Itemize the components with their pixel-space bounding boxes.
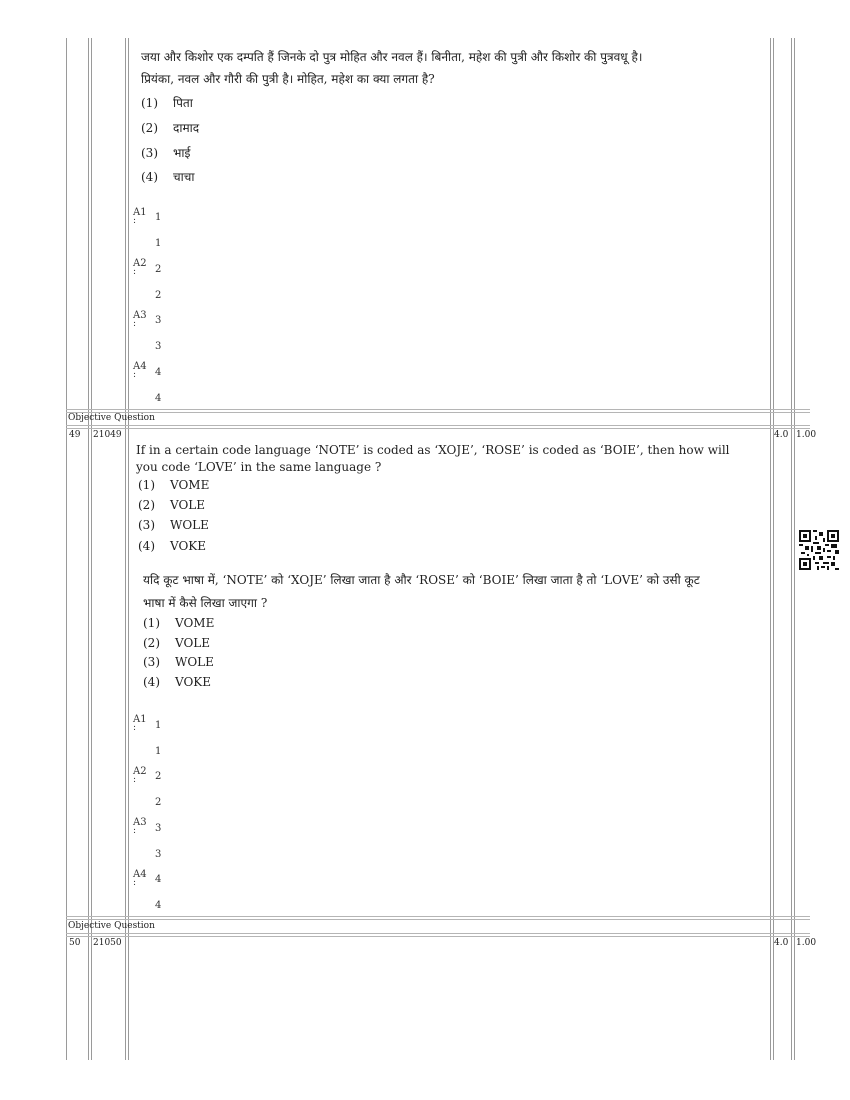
option-3: (3) WOLE	[143, 655, 214, 669]
option-4: (4) VOKE	[138, 539, 207, 553]
question-stem-line: If in a certain code language ‘NOTE’ is coded as ‘XOJE’, ‘ROSE’ is coded as ‘BOIE’, then how will	[136, 443, 730, 457]
option-4: (4) चाचा	[141, 170, 195, 184]
option-2: (2) VOLE	[138, 498, 206, 512]
answer-value: 2	[155, 264, 162, 275]
answer-value: 3	[155, 315, 162, 326]
question-stem-line-hindi: भाषा में कैसे लिखा जाएगा ?	[143, 596, 268, 610]
option-2: (2) दामाद	[141, 121, 200, 135]
answer-value: 2	[155, 771, 162, 782]
answer-subvalue: 4	[155, 393, 162, 404]
answer-subvalue: 3	[155, 341, 162, 352]
section-label: Objective Question	[68, 413, 155, 423]
answer-subvalue: 1	[155, 238, 162, 249]
answer-value: 3	[155, 823, 162, 834]
answer-value: 1	[155, 212, 162, 223]
answer-subvalue: 4	[155, 900, 162, 911]
qr-code-icon	[799, 530, 839, 574]
serial-number: 49	[69, 430, 81, 440]
question-stem-line: प्रियंका, नवल और गौरी की पुत्री है। मोहित, महेश का क्या लगता है?	[141, 72, 435, 86]
question-stem-line: जया और किशोर एक दम्पति हैं जिनके दो पुत्र मोहित और नवल हैं। बिनीता, महेश की पुत्री और किशोर की पुत्रवधू है।	[141, 50, 643, 64]
answer-label: A3 :	[133, 310, 147, 329]
negative-marks: 1.00	[796, 938, 817, 948]
negative-marks: 1.00	[796, 430, 817, 440]
option-1: (1) VOME	[138, 478, 210, 492]
option-3: (3) WOLE	[138, 518, 209, 532]
marks: 4.0	[774, 938, 789, 948]
answer-value: 1	[155, 720, 162, 731]
option-2: (2) VOLE	[143, 636, 211, 650]
answer-label: A3 :	[133, 817, 147, 836]
answer-label: A2 :	[133, 766, 147, 785]
question-id: 21049	[93, 430, 122, 440]
answer-value: 4	[155, 874, 162, 885]
serial-number: 50	[69, 938, 81, 948]
answer-label: A4 :	[133, 869, 147, 888]
marks: 4.0	[774, 430, 789, 440]
answer-value: 4	[155, 367, 162, 378]
option-3: (3) भाई	[141, 146, 191, 160]
answer-subvalue: 2	[155, 797, 162, 808]
answer-subvalue: 1	[155, 746, 162, 757]
answer-subvalue: 2	[155, 290, 162, 301]
question-stem-line: you code ‘LOVE’ in the same language ?	[136, 460, 382, 474]
option-1: (1) पिता	[141, 96, 193, 110]
answer-subvalue: 3	[155, 849, 162, 860]
option-1: (1) VOME	[143, 616, 215, 630]
answer-label: A1 :	[133, 207, 147, 226]
answer-label: A1 :	[133, 714, 147, 733]
answer-label: A4 :	[133, 361, 147, 380]
answer-label: A2 :	[133, 258, 147, 277]
section-label: Objective Question	[68, 921, 155, 931]
question-stem-line-hindi: यदि कूट भाषा में, ‘NOTE’ को ‘XOJE’ लिखा जाता है और ‘ROSE’ को ‘BOIE’ लिखा जाता है तो ‘LOVE’ को उसी कूट	[143, 573, 700, 587]
option-4: (4) VOKE	[143, 675, 212, 689]
question-id: 21050	[93, 938, 122, 948]
